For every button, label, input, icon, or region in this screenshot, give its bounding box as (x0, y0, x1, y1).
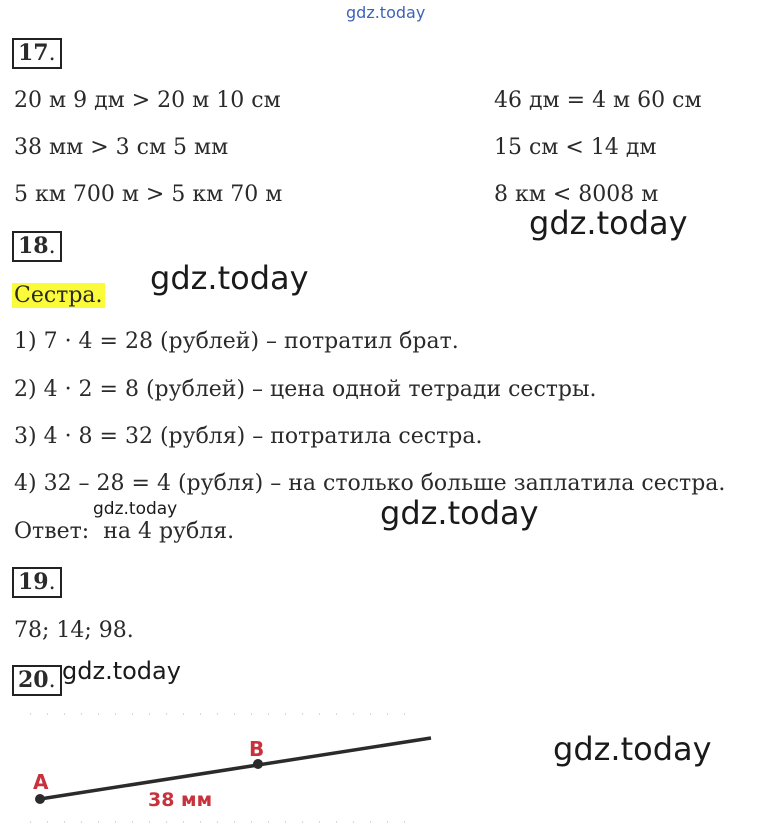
comparison-row-3-right: 8 км < 8008 м (494, 182, 659, 207)
watermark: gdz.today (93, 499, 178, 519)
solution-step-4: 4) 32 – 28 = 4 (рубля) – на столько больше заплатила сестра. (14, 471, 726, 496)
watermark: gdz.today (529, 204, 688, 242)
task-number-17: 17. (12, 38, 62, 69)
answer-label: Ответ: (14, 519, 90, 544)
comparison-row-3-left: 5 км 700 м > 5 км 70 м (14, 182, 283, 207)
task-number-20: 20. (12, 665, 62, 696)
comparison-row-2-right: 15 см < 14 дм (494, 135, 657, 160)
task-19-answer: 78; 14; 98. (14, 618, 134, 643)
watermark: gdz.today (553, 730, 712, 768)
point-a (35, 794, 45, 804)
watermark: gdz.today (62, 657, 181, 685)
solution-step-3: 3) 4 · 8 = 32 (рубля) – потратила сестра. (14, 424, 483, 449)
point-a-label: A (33, 770, 49, 794)
solution-step-1: 1) 7 · 4 = 28 (рублей) – потратил брат. (14, 329, 459, 354)
comparison-row-2-left: 38 мм > 3 см 5 мм (14, 135, 229, 160)
answer-value: на 4 рубля. (103, 519, 235, 544)
point-b-label: B (249, 737, 265, 761)
watermark: gdz.today (380, 494, 539, 532)
task-number-19: 19. (12, 567, 62, 598)
watermark-top: gdz.today (346, 3, 426, 22)
comparison-row-1-right: 46 дм = 4 м 60 см (494, 88, 702, 113)
task-number-18: 18. (12, 231, 62, 262)
segment-length-label: 38 мм (148, 789, 213, 811)
highlight-text: Сестра. (14, 283, 103, 308)
comparison-row-1-left: 20 м 9 дм > 20 м 10 см (14, 88, 281, 113)
watermark: gdz.today (150, 259, 309, 297)
solution-step-2: 2) 4 · 2 = 8 (рублей) – цена одной тетради сестры. (14, 377, 597, 402)
segment-ab (40, 738, 431, 799)
